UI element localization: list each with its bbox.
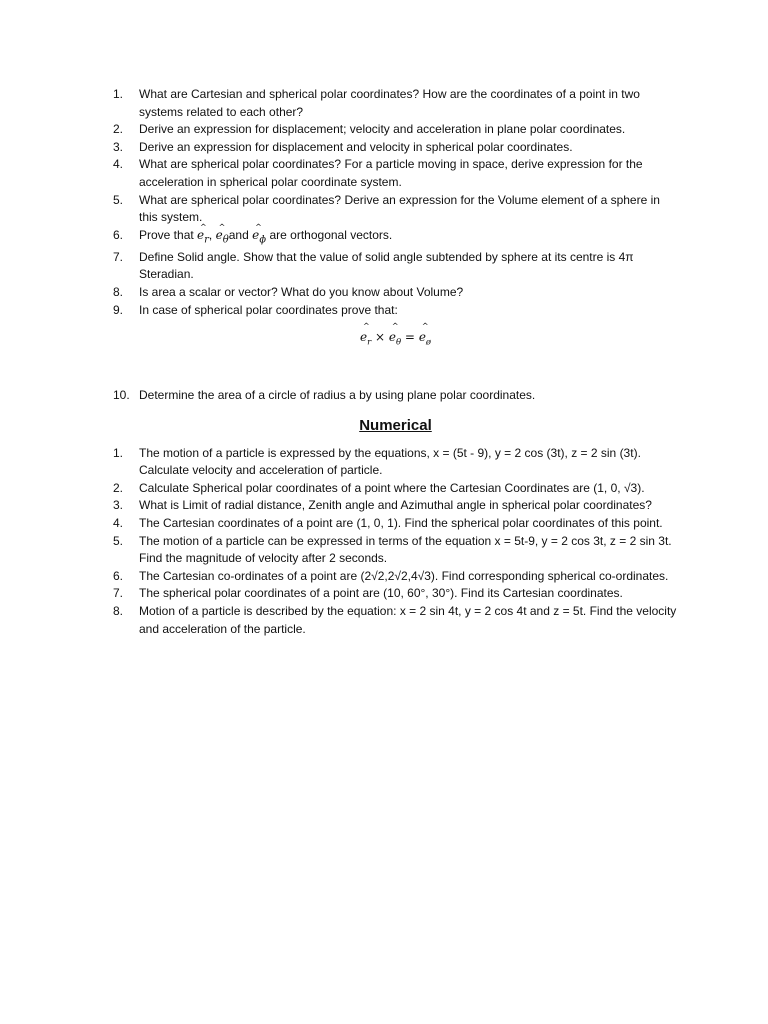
unit-vector-r: ^ $e_r$ <box>197 227 209 249</box>
item-number: 3. <box>113 139 124 154</box>
numerical-question-list <box>113 445 678 639</box>
list-item <box>113 387 678 405</box>
list-item <box>113 497 678 515</box>
list-item <box>113 445 678 480</box>
item-number: 10. <box>113 388 130 403</box>
item-suffix: are orthogonal vectors. <box>266 227 393 242</box>
theory-question-list-continued <box>113 387 678 405</box>
equation-term-er: ^ $e_r$ <box>360 330 371 347</box>
list-item <box>113 284 678 302</box>
item-text: The motion of a particle can be expressed in terms of the equation x = 5t-9, y = 2 cos 3t, z = 2 sin 3t. Find the magnitude of velocity after 2 seconds. <box>139 533 672 566</box>
list-item <box>113 533 678 568</box>
item-number: 9. <box>113 302 124 317</box>
list-item <box>113 515 678 533</box>
list-item <box>113 302 678 320</box>
equation-term-ephi: ^ $e_ø$ <box>419 330 431 347</box>
item-text: What is Limit of radial distance, Zenith angle and Azimuthal angle in spherical polar coordinates? <box>139 498 652 513</box>
unit-vector-phi: ^ $e_ɸ$ <box>252 227 266 249</box>
item-number: 2. <box>113 122 124 137</box>
item-number: 1. <box>113 445 124 460</box>
list-item <box>113 139 678 157</box>
item-number: 6. <box>113 568 124 583</box>
item-number: 4. <box>113 516 124 531</box>
item-text: Calculate Spherical polar coordinates of a point where the Cartesian Coordinates are (1, 0, √3). <box>139 480 645 495</box>
item-text: Determine the area of a circle of radius a by using plane polar coordinates. <box>139 388 536 403</box>
item-number: 2. <box>113 480 124 495</box>
unit-vector-theta: ^ $e_\theta$ <box>216 227 229 249</box>
item-text: The Cartesian coordinates of a point are (1, 0, 1). Find the spherical polar coordinates of this point. <box>139 516 663 531</box>
list-item <box>113 568 678 586</box>
item-number: 8. <box>113 284 124 299</box>
item-text: What are spherical polar coordinates? Derive an expression for the Volume element of a sphere in this system. <box>139 192 660 225</box>
item-number: 5. <box>113 533 124 548</box>
item-number: 3. <box>113 498 124 513</box>
item-text: The spherical polar coordinates of a point are (10, 60°, 30°). Find its Cartesian coordinates. <box>139 586 623 601</box>
list-item <box>113 192 678 227</box>
item-text: Derive an expression for displacement and velocity in spherical polar coordinates. <box>139 139 573 154</box>
item-prefix: Prove that <box>139 227 198 242</box>
item-text: The Cartesian co-ordinates of a point are (2√2,2√2,4√3). Find corresponding spherical co-ordinates. <box>139 568 669 583</box>
item-text: What are spherical polar coordinates? For a particle moving in space, derive expression for the acceleration in spherical polar coordinate system. <box>139 157 643 189</box>
cross-product-equation <box>113 330 678 356</box>
equation-operator: × <box>374 330 386 345</box>
equation-equals: = <box>404 330 415 345</box>
item-number: 6. <box>113 227 124 242</box>
list-item-orthogonal-vectors <box>113 227 678 249</box>
numerical-heading: Numerical <box>359 416 432 434</box>
item-number: 4. <box>113 157 124 172</box>
list-item <box>113 249 678 284</box>
item-text: Define Solid angle. Show that the value of solid angle subtended by sphere at its centre is 4π Steradian. <box>139 249 634 282</box>
item-number: 5. <box>113 192 124 207</box>
item-text: Motion of a particle is described by the equation: x = 2 sin 4t, y = 2 cos 4t and z = 5t. Find the velocity and acceleration of the particle. <box>139 604 677 636</box>
item-text: The motion of a particle is expressed by the equations, x = (5t - 9), y = 2 cos (3t), z = 2 sin (3t). Calculate velocity and acceleration of particle. <box>139 445 641 478</box>
document-content <box>113 86 678 638</box>
item-text: In case of spherical polar coordinates prove that: <box>139 302 398 317</box>
item-number: 7. <box>113 249 124 264</box>
item-text: Derive an expression for displacement; velocity and acceleration in plane polar coordinates. <box>139 122 626 137</box>
list-item <box>113 585 678 603</box>
item-text: What are Cartesian and spherical polar coordinates? How are the coordinates of a point in two systems related to each other? <box>139 87 640 119</box>
list-item <box>113 480 678 498</box>
and-word: and <box>228 227 249 242</box>
list-item <box>113 121 678 139</box>
list-item <box>113 86 678 121</box>
item-number: 1. <box>113 87 124 101</box>
item-number: 8. <box>113 604 124 619</box>
item-text: Is area a scalar or vector? What do you know about Volume? <box>139 284 464 299</box>
theory-question-list <box>113 86 678 319</box>
list-item <box>113 603 678 638</box>
spacer <box>113 356 678 387</box>
equation-term-etheta: ^ $e_\theta$ <box>389 330 401 347</box>
separator: , <box>208 227 213 242</box>
list-item <box>113 156 678 191</box>
item-number: 7. <box>113 586 124 601</box>
